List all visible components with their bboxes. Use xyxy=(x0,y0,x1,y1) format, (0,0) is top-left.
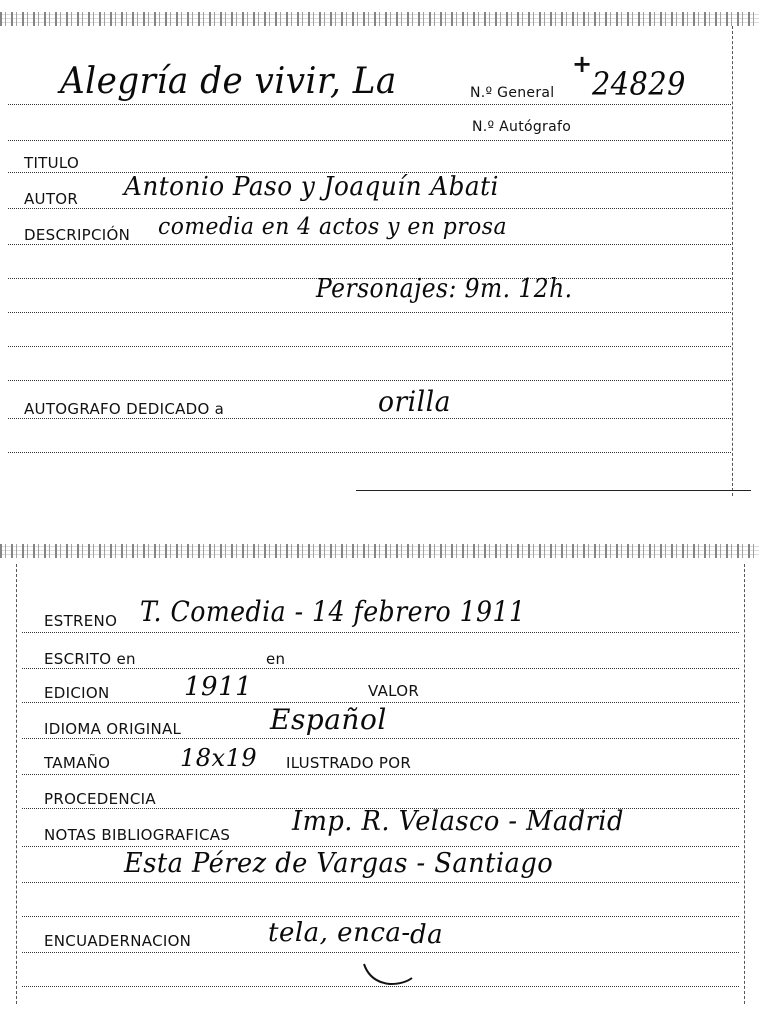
scan-edge-strip xyxy=(0,544,759,558)
card-left-edge xyxy=(16,564,17,1004)
procedencia-label: PROCEDENCIA xyxy=(44,790,156,808)
rule-line xyxy=(22,632,739,633)
escrito-label: ESCRITO en xyxy=(44,650,136,668)
scan-edge-strip xyxy=(0,12,759,26)
dedicado-value: orilla xyxy=(378,385,451,418)
card-right-edge xyxy=(744,564,745,1004)
tamano-label: TAMAÑO xyxy=(44,754,111,772)
catalog-card-top xyxy=(0,0,759,500)
personajes-value: Personajes: 9m. 12h. xyxy=(316,274,573,304)
rule-line xyxy=(8,104,731,105)
rule-line xyxy=(22,846,739,847)
rule-line xyxy=(22,668,739,669)
rule-line xyxy=(8,452,731,453)
notas-value-line1: Imp. R. Velasco - Madrid xyxy=(292,806,624,837)
general-cross-mark: + xyxy=(572,50,593,78)
rule-line xyxy=(8,418,731,419)
autor-value: Antonio Paso y Joaquín Abati xyxy=(124,172,499,202)
rule-line xyxy=(8,380,731,381)
card-right-edge xyxy=(732,26,733,496)
ilustrado-label: ILUSTRADO POR xyxy=(286,754,412,772)
rule-line xyxy=(8,312,731,313)
catalog-card-bottom xyxy=(0,540,759,1028)
dedicado-label: AUTOGRAFO DEDICADO a xyxy=(24,400,225,418)
tamano-value: 18x19 xyxy=(180,744,258,772)
edicion-value: 1911 xyxy=(184,672,253,702)
rule-line xyxy=(22,774,739,775)
rule-line xyxy=(8,140,731,141)
descripcion-label: DESCRIPCIÓN xyxy=(24,226,131,244)
encuadernacion-value-part2: da xyxy=(410,920,444,950)
encuadernacion-label: ENCUADERNACION xyxy=(44,932,192,950)
rule-line xyxy=(22,882,739,883)
valor-label: VALOR xyxy=(368,682,420,700)
rule-line xyxy=(8,244,731,245)
general-number-value: 24829 xyxy=(592,65,686,103)
pen-stroke-mark xyxy=(360,960,420,988)
notas-value-line2: Esta Pérez de Vargas - Santiago xyxy=(124,848,554,879)
rule-line xyxy=(8,208,731,209)
encuadernacion-value-part1: tela, enca- xyxy=(268,918,411,948)
escrito-en-label: en xyxy=(266,650,286,668)
rule-line xyxy=(22,738,739,739)
notas-label: NOTAS BIBLIOGRAFICAS xyxy=(44,826,231,844)
rule-line xyxy=(8,346,731,347)
titulo-label: TITULO xyxy=(24,154,80,172)
estreno-label: ESTRENO xyxy=(44,612,118,630)
edicion-label: EDICION xyxy=(44,684,110,702)
estreno-value: T. Comedia - 14 febrero 1911 xyxy=(140,595,526,628)
rule-line xyxy=(22,916,739,917)
card-bottom-edge xyxy=(356,490,751,491)
rule-line xyxy=(22,986,739,987)
rule-line xyxy=(22,952,739,953)
descripcion-value: comedia en 4 actos y en prosa xyxy=(158,214,507,240)
title-handwritten: Alegría de vivir, La xyxy=(60,61,397,102)
autor-label: AUTOR xyxy=(24,190,79,208)
autografo-number-label: N.º Autógrafo xyxy=(472,119,572,135)
idioma-value: Español xyxy=(270,703,387,736)
idioma-label: IDIOMA ORIGINAL xyxy=(44,720,182,738)
general-number-label: N.º General xyxy=(470,85,555,101)
